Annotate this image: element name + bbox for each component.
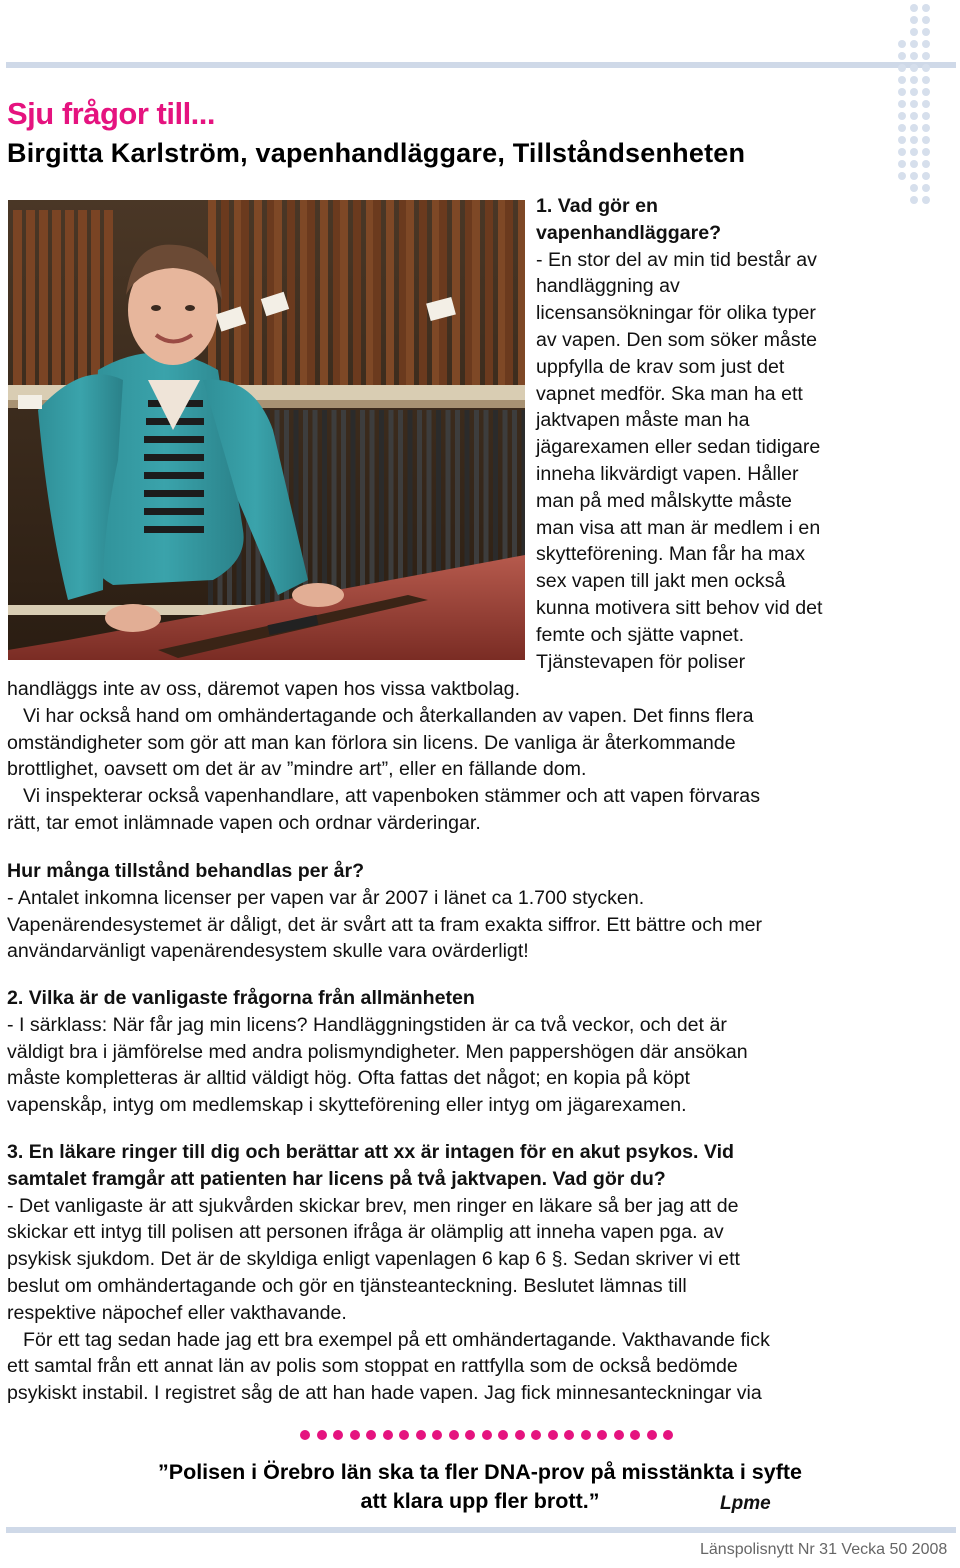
separator-dot: [597, 1430, 607, 1440]
rifle-shape: [439, 200, 447, 385]
pattern-dot: [910, 88, 918, 96]
text-line: psykiskt instabil. I registret såg de att han hade vapen. Jag fick minnesanteckningar via: [7, 1382, 762, 1405]
text-line: handläggs inte av oss, däremot vapen hos vissa vaktbolag.: [7, 678, 521, 700]
rifle-shape: [452, 200, 460, 385]
q3-question-line1: 3. En läkare ringer till dig och berättar att xx är intagen för en akut psykos. Vid: [7, 1141, 734, 1163]
separator-dot: [333, 1430, 343, 1440]
rifle-shape: [39, 210, 48, 385]
pattern-dot: [898, 160, 906, 168]
text-line: ett samtal från ett annat län av polis som stoppat en rattfylla som de också bedömde: [7, 1355, 738, 1378]
pattern-dot: [898, 76, 906, 84]
q-extra-block: [7, 858, 762, 965]
separator-dot: [498, 1430, 508, 1440]
rifle-shape: [234, 200, 242, 385]
pattern-dot: [910, 160, 918, 168]
pattern-dot: [898, 112, 906, 120]
pattern-dot: [910, 184, 918, 192]
rifle-shape: [91, 210, 100, 385]
rifle-shape: [287, 200, 295, 385]
pattern-dot: [922, 4, 930, 12]
pattern-dot: [910, 28, 918, 36]
q1-question-line1: 1. Vad gör en: [536, 195, 658, 217]
rifle-shape: [386, 200, 394, 385]
pattern-dot: [910, 148, 918, 156]
text-line: femte och sjätte vapnet.: [536, 623, 745, 646]
rifle-shape: [432, 200, 440, 385]
photo-woman-gun-shop-icon: [8, 200, 525, 660]
text-line: licensansökningar för olika typer: [536, 302, 816, 325]
pattern-dot: [910, 112, 918, 120]
pattern-dot: [922, 148, 930, 156]
text-line: inneha likvärdigt vapen. Håller: [536, 462, 799, 485]
text-line: vapnet medför. Ska man ha ett: [536, 382, 803, 405]
rifle-barrel-shape: [332, 410, 337, 605]
pattern-dot: [910, 100, 918, 108]
text-line: skytteförening. Man får ha max: [536, 543, 805, 566]
rifle-shape: [485, 200, 493, 385]
text-line: sex vapen till jakt men också: [536, 570, 786, 593]
rifle-shape: [373, 200, 381, 385]
portrait-photo: [8, 200, 525, 660]
pattern-dot: [898, 40, 906, 48]
text-line: respektive näpochef eller vakthavande.: [7, 1301, 347, 1324]
quote-separator-dots: [300, 1430, 680, 1444]
q3-block: [7, 1139, 770, 1407]
q2-block: [7, 985, 748, 1119]
pattern-dot: [898, 136, 906, 144]
rifle-shape: [333, 200, 341, 385]
pattern-dot: [922, 184, 930, 192]
rifle-shape: [505, 200, 513, 385]
text-line: av vapen. Den som söker måste: [536, 328, 817, 351]
pattern-dot: [922, 100, 930, 108]
rifle-shape: [465, 200, 473, 385]
rifle-shape: [498, 200, 506, 385]
pattern-dot: [922, 124, 930, 132]
text-line: väldigt bra i jämförelse med andra polismyndigheter. Men pappershögen där ansökan: [7, 1040, 748, 1063]
text-line: - Det vanligaste är att sjukvården skickar brev, men ringer en läkare så ber jag att de: [7, 1194, 739, 1217]
pattern-dot: [922, 112, 930, 120]
text-line: man på med målskytte måste: [536, 489, 792, 512]
pattern-dot: [910, 124, 918, 132]
pattern-dot: [922, 76, 930, 84]
rifle-barrel-shape: [351, 410, 356, 605]
pattern-dot: [910, 4, 918, 12]
pattern-dot: [922, 160, 930, 168]
rifle-shape: [320, 200, 328, 385]
pattern-dot: [898, 100, 906, 108]
rifle-barrel-shape: [313, 410, 318, 605]
pattern-dot: [922, 52, 930, 60]
separator-dot: [515, 1430, 525, 1440]
separator-dot: [465, 1430, 475, 1440]
rifle-shape: [274, 200, 282, 385]
separator-dot: [581, 1430, 591, 1440]
separator-dot: [531, 1430, 541, 1440]
rifle-shape: [241, 200, 249, 385]
decorative-dot-pattern: [898, 4, 938, 214]
rifle-shape: [221, 200, 229, 385]
pattern-dot: [910, 136, 918, 144]
separator-dot: [317, 1430, 327, 1440]
rifle-shape: [353, 200, 361, 385]
rifle-barrel-shape: [408, 410, 413, 605]
pattern-dot: [910, 196, 918, 204]
rifle-barrel-shape: [370, 410, 375, 605]
pull-quote-author: Lpme: [720, 1493, 771, 1514]
pattern-dot: [910, 172, 918, 180]
text-line: beslut om omhändertagande och gör en tjänsteanteckning. Beslutet lämnas till: [7, 1274, 687, 1297]
rifle-barrel-shape: [341, 410, 346, 605]
rifle-barrel-shape: [322, 410, 327, 605]
separator-dot: [399, 1430, 409, 1440]
separator-dot: [449, 1430, 459, 1440]
pattern-dot: [922, 136, 930, 144]
q1-column: [536, 193, 822, 675]
rifle-shape: [104, 210, 113, 385]
text-line: man visa att man är medlem i en: [536, 516, 821, 539]
text-line: - I särklass: När får jag min licens? Handläggningstiden är ca två veckor, och det är: [7, 1013, 727, 1036]
separator-dot: [300, 1430, 310, 1440]
rifle-shape: [518, 200, 525, 385]
article-headline: Birgitta Karlström, vapenhandläggare, Tillståndsenheten: [7, 138, 746, 168]
rifle-shape: [472, 200, 480, 385]
rifle-barrel-shape: [360, 410, 365, 605]
text-line: - Antalet inkomna licenser per vapen var år 2007 i länet ca 1.700 stycken.: [7, 886, 645, 909]
text-line: - En stor del av min tid består av: [536, 248, 817, 271]
pull-quote-line1: ”Polisen i Örebro län ska ta fler DNA-prov på misstänkta i syfte: [157, 1460, 802, 1484]
separator-dot: [350, 1430, 360, 1440]
rifle-shape: [307, 200, 315, 385]
separator-dot: [564, 1430, 574, 1440]
pattern-dot: [898, 64, 906, 72]
separator-dot: [416, 1430, 426, 1440]
separator-dot: [630, 1430, 640, 1440]
q1-answer: [536, 247, 822, 676]
pattern-dot: [922, 88, 930, 96]
footer-issue: Länspolisnytt Nr 31 Vecka 50 2008: [700, 1541, 948, 1558]
text-line: rätt, tar emot inlämnade vapen och ordnar värderingar.: [7, 811, 481, 834]
rifle-shape: [267, 200, 275, 385]
pattern-dot: [922, 40, 930, 48]
rifle-shape: [366, 200, 374, 385]
q1-question-line2: vapenhandläggare?: [536, 221, 722, 244]
text-line: psykisk sjukdom. Det är de skyldiga enligt vapenlagen 6 kap 6 §. Sedan skriver vi ett: [7, 1248, 740, 1271]
text-line: Vapenärendesystemet är dåligt, det är svårt att ta fram exakta siffror. Ett bättre och mer: [7, 913, 763, 936]
q2-question: 2. Vilka är de vanligaste frågorna från allmänheten: [7, 987, 475, 1009]
text-line: kunna motivera sitt behov vid det: [536, 596, 823, 619]
bottom-divider: [6, 1527, 956, 1533]
pattern-dot: [910, 76, 918, 84]
text-line: uppfylla de krav som just det: [536, 355, 785, 378]
pattern-dot: [910, 52, 918, 60]
text-line: jaktvapen måste man ha: [536, 409, 750, 432]
separator-dot: [482, 1430, 492, 1440]
pattern-dot: [922, 16, 930, 24]
rifle-shape: [300, 200, 308, 385]
text-line: måste kompletteras är alltid väldigt hög. Ofta fattas det något; en kopia på köpt: [7, 1067, 690, 1090]
text-line: Vi inspekterar också vapenhandlare, att vapenboken stämmer och att vapen förvaras: [23, 785, 761, 808]
text-line: För ett tag sedan hade jag ett bra exempel på ett omhändertagande. Vakthavande fick: [23, 1328, 770, 1351]
rifle-barrel-shape: [379, 410, 384, 605]
text-line: Tjänstevapen för poliser: [536, 650, 746, 673]
rifle-shape: [340, 200, 348, 385]
pattern-dot: [898, 172, 906, 180]
separator-dot: [383, 1430, 393, 1440]
text-line: användarvänligt vapenärendesystem skulle vara ovärderligt!: [7, 940, 529, 963]
q3-question-line2: samtalet framgår att patienten har licens på två jaktvapen. Vad gör du?: [7, 1167, 666, 1190]
pull-quote-line2: att klara upp fler brott.”: [360, 1489, 600, 1513]
text-line: omständigheter som gör att man kan förlora sin licens. De vanliga är återkommande: [7, 731, 736, 754]
text-line: jägarexamen eller sedan tidigare: [536, 436, 821, 459]
section-kicker: Sju frågor till...: [7, 96, 216, 131]
pattern-dot: [898, 148, 906, 156]
text-line: skickar ett intyg till polisen att personen ifråga är olämplig att inneha vapen pga. av: [7, 1221, 724, 1244]
pattern-dot: [910, 64, 918, 72]
rifle-barrel-shape: [398, 410, 403, 605]
rifle-barrel-shape: [389, 410, 394, 605]
rifle-shape: [399, 200, 407, 385]
rifle-shape: [254, 200, 262, 385]
separator-dot: [548, 1430, 558, 1440]
separator-dot: [432, 1430, 442, 1440]
separator-dot: [647, 1430, 657, 1440]
text-line: Vi har också hand om omhändertagande och återkallanden av vapen. Det finns flera: [23, 704, 754, 727]
rifle-shape: [406, 200, 414, 385]
rifle-shape: [52, 210, 61, 385]
pattern-dot: [910, 16, 918, 24]
top-divider: [6, 62, 956, 68]
rifle-shape: [13, 210, 22, 385]
q-extra-question: Hur många tillstånd behandlas per år?: [7, 860, 365, 882]
rifle-shape: [26, 210, 35, 385]
pattern-dot: [922, 64, 930, 72]
pattern-dot: [898, 88, 906, 96]
pattern-dot: [898, 52, 906, 60]
rifle-shape: [65, 210, 74, 385]
rifle-shape: [78, 210, 87, 385]
text-line: brottlighet, oavsett om det är av ”mindre art”, eller en fällande dom.: [7, 758, 587, 781]
pattern-dot: [922, 196, 930, 204]
separator-dot: [614, 1430, 624, 1440]
text-line: handläggning av: [536, 275, 680, 298]
pattern-dot: [922, 172, 930, 180]
pattern-dot: [910, 40, 918, 48]
separator-dot: [366, 1430, 376, 1440]
pattern-dot: [922, 28, 930, 36]
text-line: vapenskåp, intyg om medlemskap i skytteförening eller intyg om jägarexamen.: [7, 1094, 687, 1117]
separator-dot: [663, 1430, 673, 1440]
pattern-dot: [898, 124, 906, 132]
q1-continuation: [7, 676, 760, 837]
rifle-shape: [419, 200, 427, 385]
